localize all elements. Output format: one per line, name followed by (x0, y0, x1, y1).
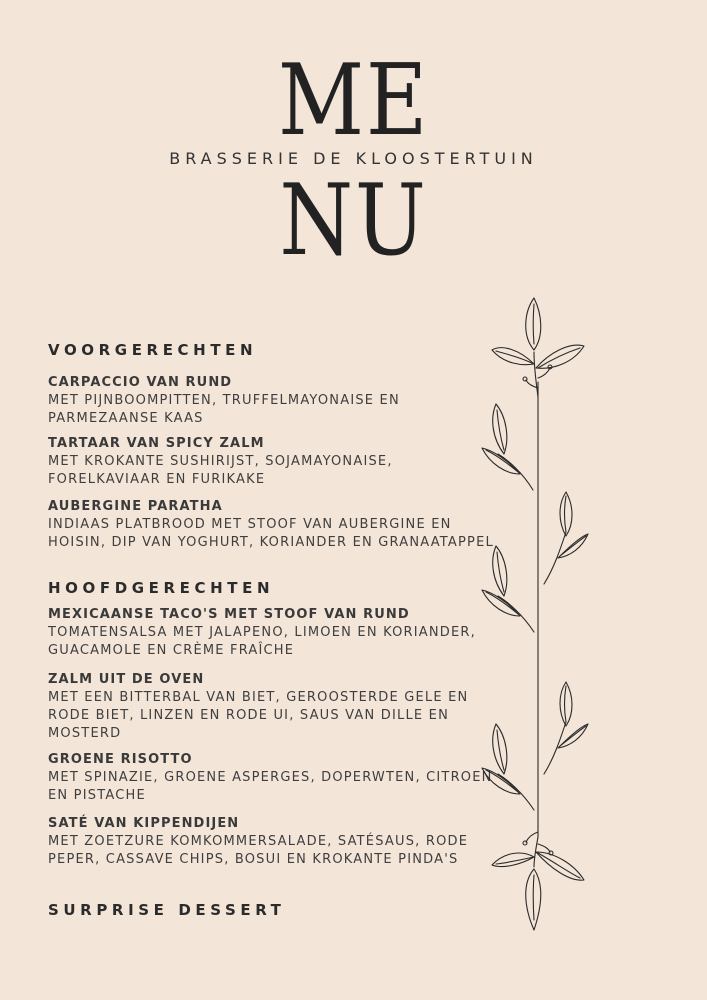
dish-description: INDIAAS PLATBROOD MET STOOF VAN AUBERGINE EN HOISIN, DIP VAN YOGHURT, KORIANDER EN GRANAATAPPEL (48, 517, 494, 550)
menu-item (48, 606, 508, 660)
dish-name: MEXICAANSE TACO'S MET STOOF VAN RUND (48, 607, 410, 622)
dish-name: SATÉ VAN KIPPENDIJEN (48, 816, 240, 831)
dish-description: MET EEN BITTERBAL VAN BIET, GEROOSTERDE GELE EN RODE BIET, LINZEN EN RODE UI, SAUS VAN DILLE EN MOSTERD (48, 690, 469, 741)
dish-name: CARPACCIO VAN RUND (48, 375, 233, 390)
dish-name: AUBERGINE PARATHA (48, 499, 223, 514)
dish-name: ZALM UIT DE OVEN (48, 672, 205, 687)
dish-description: MET SPINAZIE, GROENE ASPERGES, DOPERWTEN, CITROEN EN PISTACHE (48, 770, 493, 803)
menu-item (48, 671, 508, 743)
menu-item (48, 498, 508, 552)
menu-item (48, 435, 508, 489)
menu-title-top: ME (277, 44, 430, 158)
section-title-mains: HOOFDGERECHTEN (48, 579, 275, 597)
restaurant-name: BRASSERIE DE KLOOSTERTUIN (169, 149, 538, 168)
menu-item (48, 751, 508, 805)
menu-item (48, 815, 508, 869)
dish-description: TOMATENSALSA MET JALAPENO, LIMOEN EN KORIANDER, GUACAMOLE EN CRÈME FRAÎCHE (48, 625, 476, 658)
menu-title-bottom: NU (279, 164, 428, 278)
botanical-vine-decoration (478, 292, 598, 942)
menu-item (48, 374, 508, 428)
dish-description: MET PIJNBOOMPITTEN, TRUFFELMAYONAISE EN PARMEZAANSE KAAS (48, 393, 400, 426)
dish-description: MET ZOETZURE KOMKOMMERSALADE, SATÉSAUS, RODE PEPER, CASSAVE CHIPS, BOSUI EN KROKANTE PINDA'S (48, 834, 469, 867)
section-title-dessert: SURPRISE DESSERT (48, 901, 286, 919)
dish-name: TARTAAR VAN SPICY ZALM (48, 436, 265, 451)
dish-description: MET KROKANTE SUSHIRIJST, SOJAMAYONAISE, FORELKAVIAAR EN FURIKAKE (48, 454, 393, 487)
section-title-starters: VOORGERECHTEN (48, 341, 258, 359)
dish-name: GROENE RISOTTO (48, 752, 193, 767)
